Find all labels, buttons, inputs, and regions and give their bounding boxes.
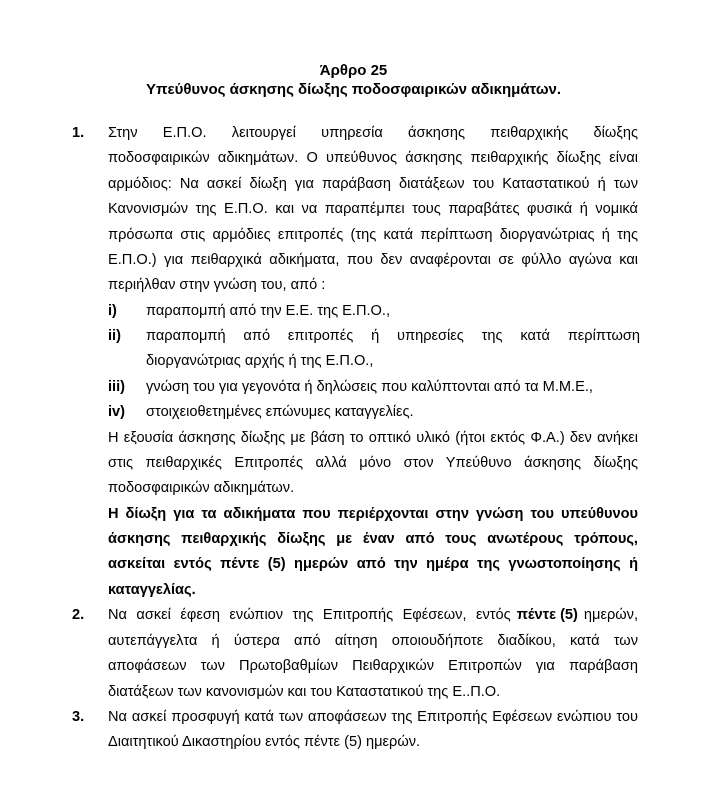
paragraph-line — [108, 607, 638, 623]
paragraph-line: Διαιτητικού Δικαστηρίου εντός πέντε (5) ημερών. — [108, 734, 421, 750]
line-text: Να ασκεί έφεση ενώπιον της Επιτροπής Εφέσεων, εντός — [108, 607, 511, 623]
subitem-numeral: iii) — [108, 379, 126, 395]
item-number: 2. — [72, 607, 85, 623]
subitem-line: διοργανώτριας αρχής ή της Ε.Π.Ο., — [146, 353, 374, 369]
subitem-numeral: ii) — [108, 328, 121, 344]
paragraph-line: ποδοσφαιρικών αδικημάτων. — [108, 480, 295, 496]
paragraph-line: περιήλθαν στην γνώση του, από : — [108, 277, 326, 293]
subitem-line: γνώση του για γεγονότα ή δηλώσεις που καλύπτονται από τα Μ.Μ.Ε., — [146, 379, 593, 395]
paragraph-line: Κανονισμών της Ε.Π.Ο. και να παραπέμπει τους παραβάτες φυσικά ή νομικά — [108, 201, 638, 217]
bold-line: άσκησης πειθαρχικής δίωξης με έναν από τους ανωτέρους τρόπους, — [108, 531, 638, 547]
paragraph-line: στις πειθαρχικές Επιτροπές αλλά μόνο στον Υπεύθυνο άσκησης δίωξης — [108, 455, 638, 471]
line-bold-text: πέντε (5) — [516, 607, 578, 623]
bold-line: Η δίωξη για τα αδικήματα που περιέρχονται στην γνώση του υπεύθυνου — [108, 506, 638, 522]
subitem-line: στοιχειοθετημένες επώνυμες καταγγελίες. — [146, 404, 414, 420]
paragraph-line: αυτεπάγγελτα ή ύστερα από αίτηση οποιουδήποτε διαδίκου, κατά των — [108, 633, 638, 649]
item-number: 3. — [72, 709, 85, 725]
subitem-numeral: iv) — [108, 404, 126, 420]
paragraph-line: πρόσωπα στις αρμόδιες επιτροπές (της κατά περίπτωση διοργανώτριας ή της — [108, 227, 638, 243]
paragraph-line: Να ασκεί προσφυγή κατά των αποφάσεων της Επιτροπής Εφέσεων ενώπιου του — [108, 709, 638, 725]
article-subtitle: Υπεύθυνος άσκησης δίωξης ποδοσφαιρικών αδικημάτων. — [145, 81, 562, 98]
bold-line: καταγγελίας. — [108, 582, 196, 598]
paragraph-line: αρμόδιος: Να ασκεί δίωξη για παράβαση διατάξεων του Καταστατικού ή των — [108, 176, 638, 192]
item-number: 1. — [72, 125, 85, 141]
subitem-line: παραπομπή από επιτροπές ή υπηρεσίες της κατά περίπτωση — [146, 328, 640, 344]
bold-line: ασκείται εντός πέντε (5) ημερών από την ημέρα της γνωστοποίησης ή — [108, 556, 638, 572]
paragraph-line: ποδοσφαιρικών αδικημάτων. Ο υπεύθυνος άσκησης πειθαρχικής δίωξης είναι — [108, 150, 638, 166]
paragraph-line: Ε.Π.Ο.) για πειθαρχικά αδικήματα, που δεν αναφέρονται σε φύλλο αγώνα και — [108, 252, 638, 268]
paragraph-line: αποφάσεων των Πρωτοβαθμίων Πειθαρχικών Επιτροπών για παράβαση — [108, 658, 638, 674]
subitem-line: παραπομπή από την Ε.Ε. της Ε.Π.Ο., — [146, 303, 391, 319]
line-text: ημερών, — [583, 607, 638, 623]
subitem-numeral: i) — [108, 303, 117, 319]
paragraph-line: Στην Ε.Π.Ο. λειτουργεί υπηρεσία άσκησης πειθαρχικής δίωξης — [108, 125, 638, 141]
article-title: Άρθρο 25 — [319, 62, 388, 79]
paragraph-line: Η εξουσία άσκησης δίωξης με βάση το οπτικό υλικό (ήτοι εκτός Φ.Α.) δεν ανήκει — [108, 430, 638, 446]
paragraph-line: διατάξεων των κανονισμών και του Καταστατικού της Ε..Π.Ο. — [108, 684, 501, 700]
